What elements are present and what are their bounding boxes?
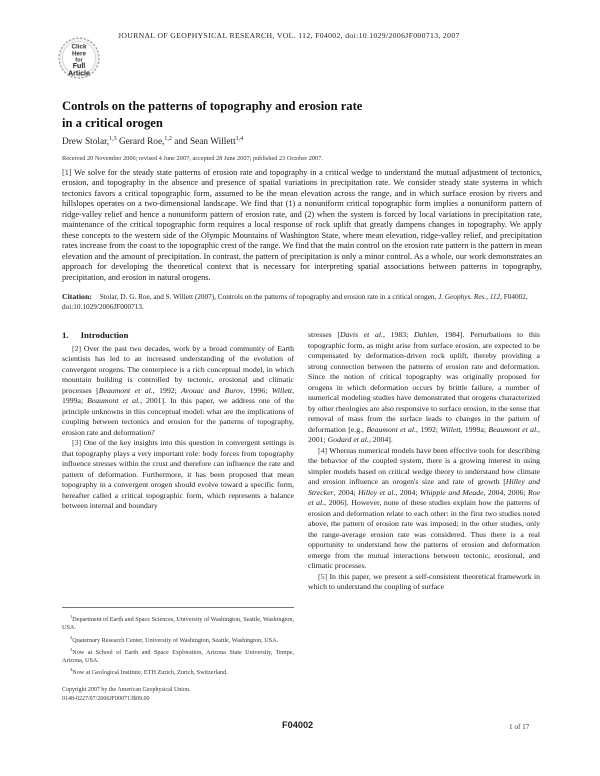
abstract bbox=[62, 168, 542, 283]
author-list bbox=[62, 136, 243, 147]
citation-ref: Beaumont et al. bbox=[366, 424, 417, 434]
author-stolar: Drew Stolar, bbox=[62, 137, 110, 147]
paragraph-5 bbox=[308, 572, 540, 593]
footnote-marker: 3 bbox=[70, 646, 73, 652]
paragraph-2-text-e: , 2001]. In this paper, we address one of the principle unknowns in this conceptual model: what are the implications of coupling between tectonics and erosion for the patterns of topography, erosion rate and deformation? bbox=[62, 396, 295, 437]
author-affil-3: 1,4 bbox=[235, 136, 244, 142]
copyright-notice bbox=[62, 686, 190, 703]
citation-label: Citation: bbox=[62, 292, 92, 301]
continued-text-d: , 1992; bbox=[416, 424, 441, 434]
footnote-marker: 4 bbox=[70, 667, 73, 673]
citation-ref: Willett bbox=[440, 424, 461, 434]
citation-ref: Beaumont et al. bbox=[488, 424, 539, 434]
continued-text-f: , 2001; bbox=[308, 424, 541, 444]
citation-ref: Beaumont et al. bbox=[98, 385, 153, 395]
paragraph-4-text-c: , 2004; bbox=[395, 487, 421, 497]
title-line-1: Controls on the patterns of topography and erosion rate bbox=[62, 99, 363, 113]
abstract-text: We solve for the steady state patterns of erosion rate and topography in a critical wedge to understand the mutual adjustment of tectonics, erosion, and topography in the absence and presence of spatial variations in precipitation rate. We consider steady state systems in which tectonics favors a critical topographic form, assumed to be the mean elevation across the range, and in which surface erosion by rivers and hillslopes operates on a two-dimensional landscape. We find that (1) a nonuniform critical topographic form implies a nonuniform pattern of ridge-valley relief and hence a nonuniform pattern of erosion rate, and (2) when the system is forced by local variations in precipitation rate, maintenance of the critical topographic form requires a local response of rock uplift that greatly dampens changes in topography. We apply these concepts to the western side of the Olympic Mountains of Washington State, where mean elevation, ridge-valley relief, and precipitation rates increase from the coast to the topographic crest of the range. We find that the main control on the erosion rate pattern is the pattern in mean elevation and the amount of precipitation. In contrast, the pattern of precipitation is only a minor control. As a whole, our work demonstrates an approach for developing the theoretical context that is necessary for interpreting spatial associations between patterns in topography, precipitation, and erosion in natural orogens. bbox=[62, 168, 542, 282]
paragraph-2-number: [2] bbox=[72, 343, 82, 353]
citation-ref: Avouac and Burov bbox=[181, 385, 244, 395]
continued-text-b: , 1983; bbox=[382, 330, 414, 339]
author-willett: Sean Willett bbox=[190, 137, 236, 147]
author-and: and bbox=[174, 137, 188, 147]
footnote-text: Quaternary Research Center, University of Washington, Seattle, Washington, USA. bbox=[72, 636, 279, 644]
citation-ref: Willett bbox=[271, 385, 293, 395]
citation-tail: F04002, doi:10.1029/2006JF000713. bbox=[62, 293, 528, 311]
paragraph-4-text-a: Whereas numerical models have been effective tools for describing the behavior of the coupled system, there is a growing interest in using simpler models based on critical wedge theory to understand how climate and erosion influence an orogen's size and rate of growth [ bbox=[308, 445, 540, 486]
author-affil-1: 1,3 bbox=[109, 136, 117, 142]
paragraph-4-text-b: , 2004; bbox=[333, 487, 359, 497]
citation-ref: Davis et al. bbox=[339, 330, 383, 339]
citation-ref: Beaumont et al. bbox=[87, 396, 141, 405]
footnote-text: Now at Geological Institute, ETH Zurich, Zurich, Switzerland. bbox=[72, 669, 228, 677]
paragraph-2-text-b: , 1992; bbox=[152, 385, 182, 395]
author-roe: Gerard Roe, bbox=[118, 137, 165, 147]
footnote bbox=[62, 613, 294, 633]
received-dates: Received 20 November 2006; revised 4 June 2007; accepted 28 June 2007; published 23 October 2007. bbox=[62, 155, 323, 162]
paragraph-3 bbox=[62, 438, 294, 512]
continued-text-e: , 1999a; bbox=[460, 424, 489, 434]
badge-line-5: Article bbox=[68, 70, 90, 78]
issn-line: 0148-0227/07/2006JF000713$09.00 bbox=[62, 695, 150, 702]
footnote bbox=[62, 634, 294, 645]
paragraph-2-text-d: , 1999a; bbox=[62, 385, 295, 405]
page-identifier: F04002 bbox=[282, 720, 314, 730]
paragraph-4-text-e: , 2006]. However, none of these studies explain how the patterns of erosion and deformation relate to each other: in the first two studies noted above, the pattern of erosion rate was imposed; in the other studies, only the range-average erosion rate was considered. Thus there is a real opportunity to understand how the patterns of erosion and deformation emerge from the mutual interactions between tectonic, erosional, and climatic processes. bbox=[308, 498, 541, 570]
footnote-marker: 2 bbox=[70, 634, 73, 640]
citation-ref: Roe et al. bbox=[308, 487, 541, 507]
footnote-text: Department of Earth and Space Sciences, University of Washington, Seattle, Washington, USA. bbox=[62, 616, 294, 632]
copyright-line: Copyright 2007 by the American Geophysical Union. bbox=[62, 687, 191, 693]
footnote-text: Now at School of Earth and Space Exploration, Arizona State University, Tempe, Arizona, USA. bbox=[62, 648, 294, 665]
paragraph-3-continued bbox=[308, 330, 540, 446]
citation-ref: Hilley and Strecker bbox=[308, 477, 540, 497]
body-column-right bbox=[308, 330, 540, 593]
continued-text-g: , 2004]. bbox=[368, 435, 393, 444]
citation-text: Stolar, D. G. Roe, and S. Willett (2007), Controls on the patterns of topography and erosion rate in a critical orogen, bbox=[99, 293, 437, 301]
author-affil-2: 1,2 bbox=[164, 136, 172, 142]
paragraph-4 bbox=[308, 446, 540, 572]
body-column-left bbox=[62, 330, 294, 512]
section-number: 1. bbox=[62, 330, 69, 340]
paragraph-4-number: [4] bbox=[318, 445, 328, 455]
page-count: 1 of 17 bbox=[509, 723, 530, 731]
paragraph-5-text: In this paper, we present a self-consistent theoretical framework in which to understand the coupling of surface bbox=[308, 571, 541, 591]
citation-ref: Hilley et al. bbox=[358, 487, 396, 497]
paragraph-3-number: [3] bbox=[72, 438, 82, 447]
badge-line-1: Click bbox=[71, 43, 87, 51]
footnote bbox=[62, 666, 294, 677]
paragraph-2 bbox=[62, 344, 294, 439]
journal-header: JOURNAL OF GEOPHYSICAL RESEARCH, VOL. 112, F04002, doi:10.1029/2006JF000713, 2007 bbox=[118, 31, 460, 40]
citation-ref: Godard et al. bbox=[327, 435, 369, 444]
paragraph-5-number: [5] bbox=[318, 571, 328, 581]
paragraph-4-text-d: , 2004, 2006; bbox=[483, 487, 528, 497]
footnote bbox=[62, 646, 294, 666]
abstract-paragraph-number: [1] bbox=[62, 168, 72, 177]
section-heading-introduction bbox=[62, 330, 294, 341]
badge-line-2: Here bbox=[71, 50, 87, 58]
paragraph-2-text-c: , 1996; bbox=[243, 385, 272, 395]
paper-title bbox=[62, 98, 362, 132]
badge-line-4: Full bbox=[72, 63, 86, 70]
citation bbox=[62, 292, 542, 312]
badge-line-3: for bbox=[75, 57, 83, 64]
affiliation-footnotes bbox=[62, 607, 294, 679]
continued-text-c: , 1984]. Perturbations to this topographic form, as might arise from surface erosion, are expected to be compensated by deformation-driven rock uplift, thereby providing a strong connection between the patterns of erosion rate and deformation. Since the notion of critical topography was originally proposed for orogens in which deformation occurs by brittle failure, a number of numerical modeling studies have demonstrated that orogens characterized by other rheologies are also responsive to surface erosion, in the sense that removal of mass from the surface leads to changes in the pattern of deformation [e.g., bbox=[308, 330, 541, 434]
citation-ref: Dahlen bbox=[413, 330, 437, 339]
footnote-marker: 1 bbox=[70, 614, 73, 619]
citation-journal: J. Geophys. Res., 112, bbox=[438, 293, 502, 301]
continued-text-a: stresses [ bbox=[308, 330, 340, 339]
citation-ref: Whipple and Meade bbox=[420, 487, 484, 497]
section-title: Introduction bbox=[80, 330, 129, 340]
full-article-badge[interactable] bbox=[57, 36, 101, 80]
paragraph-2-text-a: Over the past two decades, work by a broad community of Earth scientists has led to an increased understanding of the evolution of convergent orogens. The centerpiece is a rich conceptual model, in which mountain building is controlled by tectonic, erosional and climatic processes [ bbox=[62, 343, 294, 395]
title-line-2: in a critical orogen bbox=[62, 116, 163, 130]
paragraph-3-text: One of the key insights into this question in convergent settings is that topography plays a very important role: body forces from topography influence stresses within the crust and therefore can influence the rate and pattern of deformation. Furthermore, it has been proposed that mean topography in a convergent orogen should evolve toward a specific form, hereafter called a critical topographic form, which represents a balance between internal and boundary bbox=[62, 438, 295, 510]
